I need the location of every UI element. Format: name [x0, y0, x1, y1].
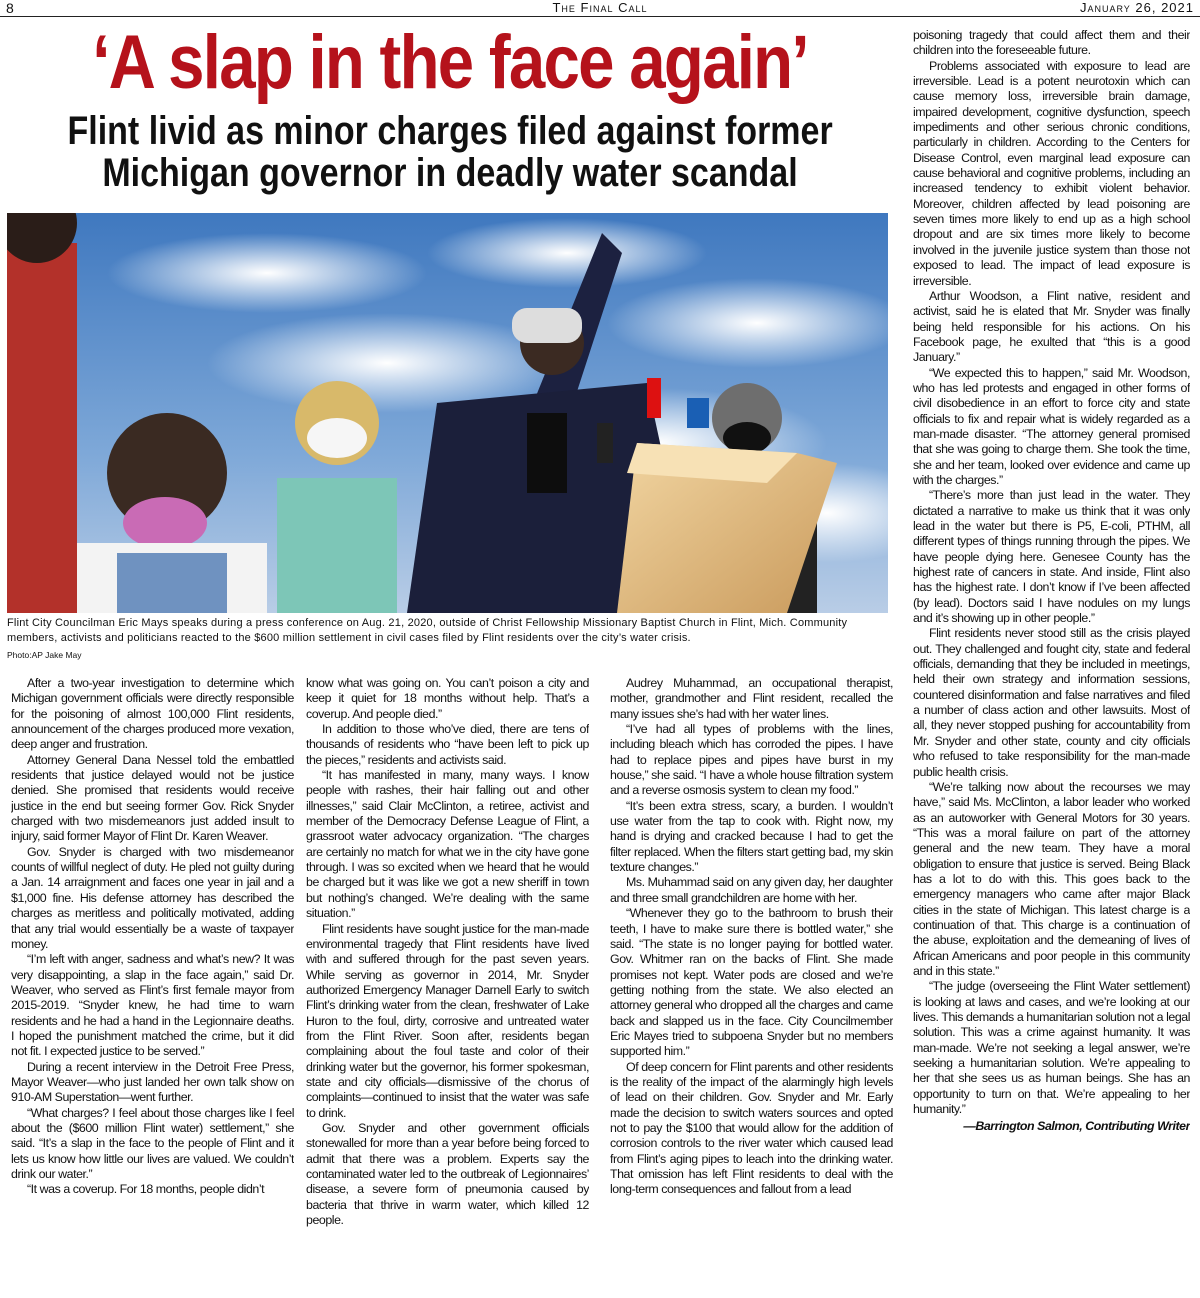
article-paragraph: “I’m left with anger, sadness and what’s new? It was very disappointing, a slap in the face again,” said Dr. Weaver, who served as Flint’s first female mayor from 2015-2019. “Snyder knew, he had time to warn residents and he had a hand in the Legionnaire deaths. I hoped the punishment matched the crime, but it did not fit. I expected justice to be served.” [11, 952, 294, 1059]
article-paragraph: “What charges? I feel about those charges like I feel about the ($600 million Flint water) settlement,” she said. “It’s a slap in the face to the people of Flint and it lets us know how little our lives are valued. We couldn’t drink our water.” [11, 1105, 294, 1181]
article-column-1 [11, 676, 294, 1296]
article-paragraph: Attorney General Dana Nessel told the embattled residents that justice delayed would not be justice denied. She promised that residents would receive justice in the end but seeing former Gov. Rick Snyder charged with two misdemeanors just added insult to injury, said former Mayor of Flint Dr. Karen Weaver. [11, 752, 294, 844]
photo-caption: Flint City Councilman Eric Mays speaks during a press conference on Aug. 21, 2020, outside of Christ Fellowship Missionary Baptist Church in Flint, Mich. Community members, activists and politicians reacted to the $600 million settlement in civil cases filed by Flint residents over the city’s water crisis. [7, 617, 848, 644]
article-paragraph: Flint residents never stood still as the crisis played out. They challenged and fought city, state and federal officials, demanding that they be included in meetings, held their own strategy and information sessions, countered disinformation and false narratives and filed a number of class action and other lawsuits. Most of all, they never stopped pushing for accountability from Mr. Snyder and other state, county and city officials who refused to take responsibility for the man-made public health crisis. [913, 626, 1190, 779]
article-paragraph: Gov. Snyder is charged with two misdemeanor counts of willful neglect of duty. He pled not guilty during a Jan. 14 arraignment and faces one year in jail and a $1,000 fine. His defense attorney has described the charges as meritless and politically motivated, adding that any trial would essentially be a waste of taxpayer money. [11, 844, 294, 951]
subheadline-line-1: Flint livid as minor charges filed against former [67, 109, 833, 153]
article-paragraph: Of deep concern for Flint parents and other residents is the reality of the impact of the alarmingly high levels of lead on their children. Gov. Snyder and Mr. Early made the decision to switch waters sources and opted not to pay the $100 that would allow for the addition of corrosion controls to the river water which caused lead from Flint’s aging pipes to leach into the drinking water. That omission has left Flint residents to deal with the long-term consequences and fallout from a lead [610, 1059, 893, 1197]
article-paragraph: After a two-year investigation to determine which Michigan government officials were directly responsible for the poisoning of almost 100,000 Flint residents, announcement of the charges produced more vexation, deep anger and frustration. [11, 676, 294, 752]
article-column-4 [913, 28, 1190, 1296]
article-paragraph: During a recent interview in the Detroit Free Press, Mayor Weaver—who just landed her own talk show on 910-AM Superstation—went further. [11, 1059, 294, 1105]
publication-name: The Final Call [552, 0, 648, 15]
subheadline-line-2: Michigan governor in deadly water scandal [102, 151, 798, 195]
article-paragraph: Flint residents have sought justice for the man-made environmental tragedy that Flint residents have lived with and suffered through for the past seven years. While serving as governor in 2014, Mr. Snyder authorized Emergency Manager Darnell Early to switch Flint’s drinking water from the clean, freshwater of Lake Huron to the foul, dirty, corrosive and untreated water from the Flint River. Soon after, residents began complaining about the foul taste and color of their drinking water but the governor, his former spokesman, state and city officials—dismissive of the chorus of complaints—continued to insist that the water was safe to drink. [306, 921, 589, 1120]
issue-date: January 26, 2021 [1079, 0, 1194, 15]
page-number: 8 [6, 0, 14, 16]
article-paragraph: poisoning tragedy that could affect them and their children into the foreseeable future. [913, 28, 1190, 58]
article-paragraph: “The judge (overseeing the Flint Water settlement) is looking at laws and cases, and we’re looking at our lives. This demands a humanitarian solution not a legal solution. This was a crime against humanity. It was man-made. We’re not seeking a legal answer, we’re seeking a humanitarian solution. We’re appealing to her that she sees us as human beings. She has an opportunity to turn on that. We’re appealing to her humanity.” [913, 979, 1190, 1117]
article-paragraph: “It has manifested in many, many ways. I know people with rashes, their hair falling out and other illnesses,” said Clair McClinton, a retiree, activist and member of the Democracy Defense League of Flint, a grassroot water advocacy organization. “The charges are certainly no match for what we in the city have gone through. I was so excited when we heard that he would be charged but it was like we got a new sheriff in town but nothing’s changed. We’re dealing with the same situation.” [306, 768, 589, 921]
article-column-2 [306, 676, 589, 1296]
article-paragraph: “I’ve had all types of problems with the lines, including bleach which has corroded the pipes. I have had to replace pipes and pipes have burst in my house,” she said. “I have a whole house filtration system and a reverse osmosis system to clean my food.” [610, 722, 893, 798]
article-paragraph: “Whenever they go to the bathroom to brush their teeth, I have to make sure there is bottled water,” she said. “The state is no longer paying for bottled water. Gov. Whitmer ran on the backs of Flint. She made promises not kept. Water pods are closed and we’re getting nothing from the state. We also elected an attorney general who dropped all the charges and came back and slapped us in the face. City Councilmember Eric Mayes tried to subpoena Snyder but no members supported him.” [610, 906, 893, 1059]
article-column-3 [610, 676, 893, 1296]
article-paragraph: Problems associated with exposure to lead are irreversible. Lead is a potent neurotoxin which can cause memory loss, irreversible brain damage, impaired development, cognitive dysfunction, speech impediments and other serious chronic conditions, particularly in children. According to the Centers for Disease Control, even marginal lead exposure can cause behavioral and cognitive problems, including an increased tendency to exhibit violent behavior. Moreover, children affected by lead poisoning are seven times more likely to end up as a high school dropout and are six times more likely to become involved in the juvenile justice system than those not exposed to lead. The impact of lead exposure is irreversible. [913, 58, 1190, 288]
author-byline: —Barrington Salmon, Contributing Writer [963, 1119, 1190, 1134]
article-paragraph: Ms. Muhammad said on any given day, her daughter and three small grandchildren are home with her. [610, 875, 893, 905]
article-paragraph: Gov. Snyder and other government officials stonewalled for more than a year before being forced to admit that there was a problem. Experts say the contaminated water led to the outbreak of Legionnaires’ disease, a severe form of pneumonia caused by bacteria that thrive in warm water, which killed 12 people. [306, 1120, 589, 1228]
article-paragraph: “It’s been extra stress, scary, a burden. I wouldn’t use water from the tap to cook with. Right now, my hand is drying and cracked because I had to get the filter replaced. When the filters start getting bad, my skin texture changes.” [610, 798, 893, 875]
article-paragraph: Audrey Muhammad, an occupational therapist, mother, grandmother and Flint resident, recalled the many issues she’s had with her water lines. [610, 676, 893, 721]
article-paragraph: In addition to those who’ve died, there are tens of thousands of residents who “have been left to pick up the pieces,” residents and activists said. [306, 722, 589, 767]
headline: ‘A slap in the face again’ [92, 20, 808, 105]
article-paragraph: “There’s more than just lead in the water. They dictated a narrative to make us think that it was only lead in the water but there is P5, E-coli, PTHM, all different types of things running through the pipes. We have people dying here. Genesee County has the highest rate of cancers in state. And inside, Flint also has the highest rate. I don’t know if I’ve been affected (by lead). Doctors said I have nodules on my lungs and it’s showing up in other people.” [913, 488, 1190, 626]
article-paragraph: “We expected this to happen,” said Mr. Woodson, who has led protests and engaged in other forms of civil disobedience in an effort to force city and state officials to fix and repair what is widely regarded as a man-made disaster. “The attorney general promised that she was going to charge them. She took the time, she and her team, looked over evidence and came up with the charges.” [913, 365, 1190, 487]
article-paragraph: “We’re talking now about the recourses we may have,” said Ms. McClinton, a labor leader who worked as an autoworker with General Motors for 30 years. “This was a moral failure on part of the attorney general and the new team. They have a moral obligation to ensure that justice is served. Being Black has a lot to do with this. This goes back to the emergency managers who came after major Black cities in the state of Michigan. This latest charge is a continuation of that. This charge is a continuation of the abuse, exploitation and the demeaning of lives of African Americans and poor people in this community and in this state.” [913, 779, 1190, 978]
press-conference-photo [7, 213, 888, 613]
photo-credit: Photo:AP Jake May [7, 650, 82, 660]
subheadline [68, 110, 833, 194]
article-paragraph: “It was a coverup. For 18 months, people didn’t [27, 1182, 265, 1197]
page-header [0, 0, 1200, 17]
article-paragraph: know what was going on. You can’t poison a city and keep it quiet for 18 months without help. That’s a coverup. And people died.” [306, 676, 589, 721]
article-paragraph: Arthur Woodson, a Flint native, resident and activist, said he is elated that Mr. Snyder was finally being held responsible for his actions. On his Facebook page, he exulted that “this is a good January.” [913, 288, 1190, 365]
